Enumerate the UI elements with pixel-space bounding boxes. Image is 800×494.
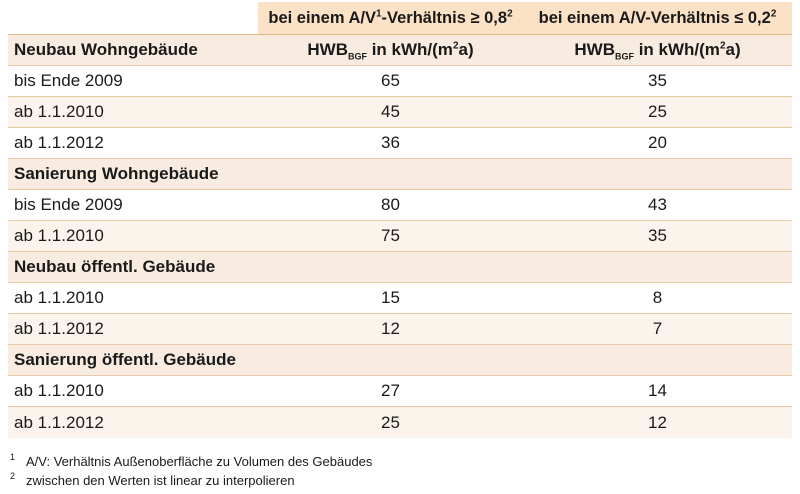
header-col-high-ratio: bei einem $A/V^1$-Verhältnis ≥ $0,8^2$	[268, 8, 513, 27]
row-label: ab 1.1.2012	[14, 319, 104, 338]
table-header-row	[8, 2, 792, 35]
value-low-ratio: 35	[648, 226, 667, 245]
value-high-ratio: 12	[381, 319, 400, 338]
header-col-low-ratio: bei einem A/V-Verhältnis ≤ $0,2^2$	[538, 8, 777, 27]
unit-label: $HWB_{BGF}$ in kWh/$(m^2a)$	[307, 40, 474, 62]
value-low-ratio: 25	[648, 102, 667, 121]
value-high-ratio: 80	[381, 195, 400, 214]
value-low-ratio: 7	[652, 319, 663, 338]
row-label: bis Ende 2009	[14, 71, 123, 90]
table-row	[8, 314, 792, 345]
requirements-table	[8, 2, 792, 438]
table-row	[8, 97, 792, 128]
value-low-ratio: 43	[648, 195, 667, 214]
footnotes	[10, 452, 372, 490]
value-high-ratio: 75	[381, 226, 400, 245]
table-row	[8, 376, 792, 407]
section-title: Neubau Wohngebäude	[14, 40, 198, 59]
header-corner-cell	[8, 2, 258, 34]
section-title: Neubau öffentl. Gebäude	[14, 257, 216, 276]
row-label: ab 1.1.2012	[14, 133, 104, 152]
value-low-ratio: 20	[648, 133, 667, 152]
section-row	[8, 252, 792, 283]
value-high-ratio: 36	[381, 133, 400, 152]
value-high-ratio: 27	[381, 381, 400, 400]
row-label: bis Ende 2009	[14, 195, 123, 214]
row-label: ab 1.1.2010	[14, 381, 104, 400]
section-row	[8, 35, 792, 66]
footnote-2: 2 zwischen den Werten ist linear zu interpolieren	[10, 471, 295, 488]
section-title: Sanierung Wohngebäude	[14, 164, 219, 183]
row-label: ab 1.1.2010	[14, 226, 104, 245]
table-row	[8, 221, 792, 252]
value-high-ratio: 15	[381, 288, 400, 307]
value-low-ratio: 14	[648, 381, 667, 400]
unit-label: $HWB_{BGF}$ in kWh/$(m^2a)$	[574, 40, 741, 62]
value-low-ratio: 8	[652, 288, 663, 307]
section-row	[8, 159, 792, 190]
footnote-1: 1 A/V: Verhältnis Außenoberfläche zu Volumen des Gebäudes	[10, 452, 373, 469]
value-low-ratio: 35	[648, 71, 667, 90]
value-high-ratio: 25	[381, 412, 400, 432]
table-row	[8, 407, 792, 438]
table-row	[8, 190, 792, 221]
row-label: ab 1.1.2010	[14, 102, 104, 121]
table-row	[8, 283, 792, 314]
value-low-ratio: 12	[648, 412, 667, 432]
row-label: ab 1.1.2010	[14, 288, 104, 307]
table-row	[8, 66, 792, 97]
value-high-ratio: 65	[381, 71, 400, 90]
value-high-ratio: 45	[381, 102, 400, 121]
row-label: ab 1.1.2012	[14, 412, 104, 432]
table-body	[8, 35, 792, 438]
table-row	[8, 128, 792, 159]
section-title: Sanierung öffentl. Gebäude	[14, 350, 236, 369]
section-row	[8, 345, 792, 376]
